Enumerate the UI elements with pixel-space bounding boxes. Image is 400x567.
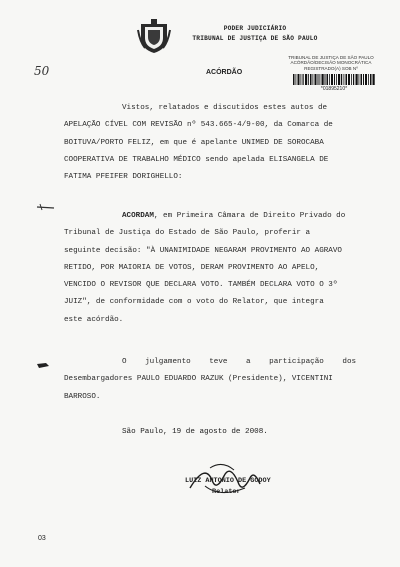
text-line: Tribunal de Justiça do Estado de São Paulo, proferir a — [64, 229, 311, 238]
text-line: Desembargadores PAULO EDUARDO RAZUK (Presidente), VICENTINI — [64, 375, 333, 384]
margin-mark-icon — [36, 202, 56, 212]
coat-of-arms-icon — [137, 18, 171, 54]
barcode-icon — [293, 74, 375, 85]
text-line: Vistos, relatados e discutidos estes autos de — [122, 104, 328, 112]
margin-mark-icon — [36, 360, 50, 370]
signer-title: Relator — [212, 488, 241, 496]
participants-paragraph — [64, 354, 376, 406]
text-line: RETIDO, POR MAIORIA DE VOTOS, DERAM PROVIMENTO AO APELO, — [64, 263, 320, 272]
date-line: São Paulo, 19 de agosto de 2008. — [122, 428, 268, 436]
court-name: PODER JUDICIÁRIO — [223, 25, 287, 32]
text-line: BOITUVA/PORTO FELIZ, em que é apelante UNIMED DE SOROCABA — [64, 138, 324, 147]
text-line: seguinte decisão: "À UNANIMIDADE NEGARAM PROVIMENTO AO AGRAVO — [64, 246, 342, 255]
decision-paragraph — [64, 208, 376, 329]
case-paragraph — [64, 100, 376, 186]
page-number: 03 — [38, 535, 46, 542]
text-fragment: , em Primeira Câmara de Direito Privado do — [153, 212, 346, 220]
acordam-lead: ACORDAM — [122, 212, 154, 220]
stamp-line-1: TRIBUNAL DE JUSTIÇA DE SÃO PAULO — [288, 55, 374, 60]
text-line — [64, 208, 376, 225]
text-line: VENCIDO O REVISOR QUE DECLARA VOTO. TAMBÉM DECLARA VOTO O 3º — [64, 281, 338, 290]
tribunal-name: TRIBUNAL DE JUSTIÇA DE SÃO PAULO — [192, 35, 318, 42]
text-line: APELAÇÃO CÍVEL COM REVISÃO nº 543.665-4/9-00, da Comarca de — [64, 121, 333, 130]
barcode-number: *01895210* — [320, 86, 348, 92]
registry-stamp — [285, 55, 377, 71]
margin-page-number: 50 — [34, 64, 50, 78]
text-line: COOPERATIVA DE TRABALHO MÉDICO sendo apelada ELISANGELA DE — [64, 155, 329, 164]
document-type: ACÓRDÃO — [206, 69, 243, 76]
signer-name: LUIZ ANTONIO DE GODOY — [185, 477, 271, 485]
text-line: JUIZ", de conformidade com o voto do Relator, que integra — [64, 298, 324, 307]
stamp-line-3: REGISTRADO(A) SOB Nº — [304, 65, 358, 71]
text-line: FATIMA PFEIFER DORIGHELLO: — [64, 173, 183, 182]
text-line: este acórdão. — [64, 315, 124, 324]
stamp-line-2: ACÓRDÃO/DECISÃO MONOCRÁTICA — [290, 60, 372, 66]
text-line: BARROSO. — [64, 392, 101, 401]
text-line: O julgamento teve a participação dos — [122, 358, 357, 366]
